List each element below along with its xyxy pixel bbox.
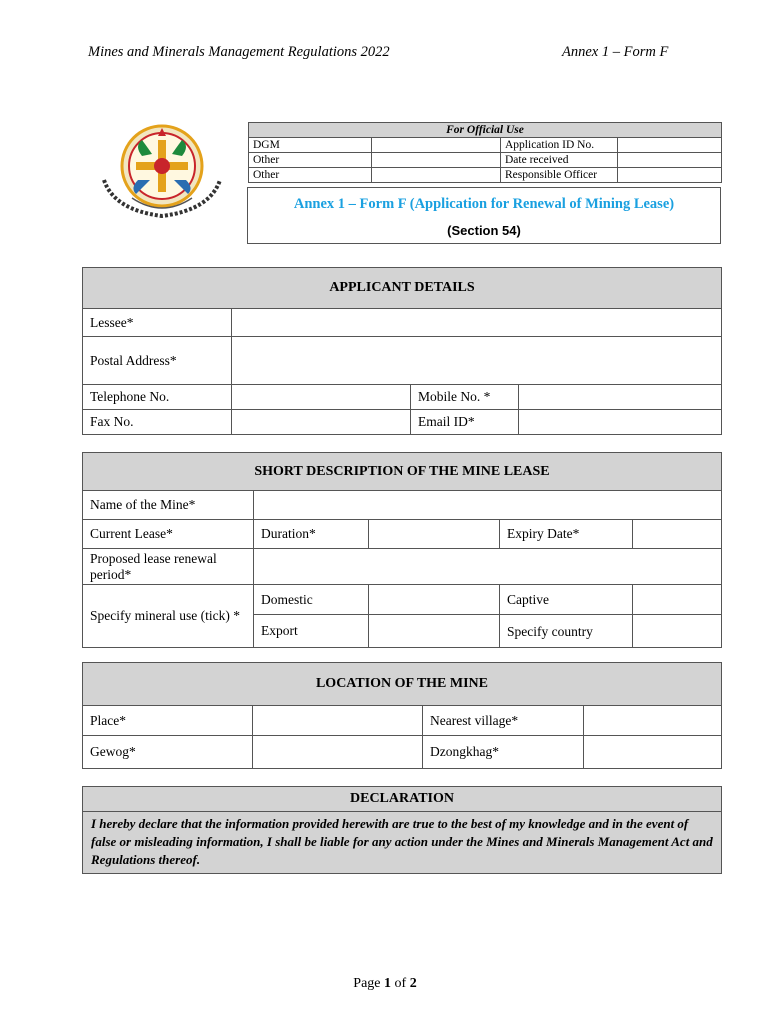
section-heading: APPLICANT DETAILS [83, 268, 722, 309]
official-use-table [248, 122, 722, 183]
official-use-field[interactable] [372, 138, 501, 153]
page-total: 2 [409, 976, 417, 991]
field-label: Proposed lease renewal period* [83, 549, 254, 585]
mobile-field[interactable] [519, 385, 722, 410]
page-word: Page [353, 976, 381, 991]
fax-field[interactable] [232, 410, 411, 435]
mine-name-field[interactable] [254, 491, 722, 520]
field-label: Export [254, 615, 369, 648]
field-label: Nearest village* [423, 706, 584, 736]
dzongkhag-field[interactable] [584, 736, 722, 769]
official-use-label: Other [249, 153, 372, 168]
field-label: Mobile No. * [411, 385, 519, 410]
field-label: Place* [83, 706, 253, 736]
table-row [249, 138, 722, 153]
field-label: Expiry Date* [500, 520, 633, 549]
email-field[interactable] [519, 410, 722, 435]
official-use-field[interactable] [372, 153, 501, 168]
location-table [82, 662, 722, 769]
section-heading: SHORT DESCRIPTION OF THE MINE LEASE [83, 453, 722, 491]
page-footer [0, 976, 770, 992]
header-annex-label: Annex 1 – Form F [562, 44, 669, 60]
official-use-label: Responsible Officer [501, 168, 618, 183]
official-use-title: For Official Use [249, 123, 722, 138]
place-field[interactable] [253, 706, 423, 736]
official-use-label: Other [249, 168, 372, 183]
export-checkbox[interactable] [369, 615, 500, 648]
expiry-date-field[interactable] [633, 520, 722, 549]
of-word: of [394, 976, 407, 991]
field-label: Current Lease* [83, 520, 254, 549]
official-use-label: Application ID No. [501, 138, 618, 153]
captive-checkbox[interactable] [633, 585, 722, 615]
field-label: Postal Address* [83, 337, 232, 385]
field-label: Dzongkhag* [423, 736, 584, 769]
form-section: (Section 54) [447, 223, 521, 238]
header-regulation-title: Mines and Minerals Management Regulations 2022 [88, 44, 390, 60]
field-label: Domestic [254, 585, 369, 615]
duration-field[interactable] [369, 520, 500, 549]
specify-country-field[interactable] [633, 615, 722, 648]
field-label: Name of the Mine* [83, 491, 254, 520]
official-use-field[interactable] [372, 168, 501, 183]
official-use-label: Date received [501, 153, 618, 168]
field-label: Email ID* [411, 410, 519, 435]
renewal-period-field[interactable] [254, 549, 722, 585]
declaration-box [82, 786, 722, 874]
domestic-checkbox[interactable] [369, 585, 500, 615]
declaration-text: I hereby declare that the information provided herewith are true to the best of my knowledge and in the event of false or misleading information, I shall be liable for any action under the Mines and Minerals Management Act and Regulations thereof. [91, 816, 713, 867]
section-heading: LOCATION OF THE MINE [83, 663, 722, 706]
table-row [249, 168, 722, 183]
applicant-details-table [82, 267, 722, 435]
declaration-heading: DECLARATION [83, 787, 721, 812]
official-use-field[interactable] [618, 153, 722, 168]
field-label: Specify mineral use (tick) * [83, 585, 254, 648]
field-label: Duration* [254, 520, 369, 549]
mine-lease-table [82, 452, 722, 648]
nearest-village-field[interactable] [584, 706, 722, 736]
page-number: 1 [384, 976, 392, 991]
table-row [249, 153, 722, 168]
field-label: Captive [500, 585, 633, 615]
field-label: Gewog* [83, 736, 253, 769]
field-label: Fax No. [83, 410, 232, 435]
official-use-field[interactable] [618, 168, 722, 183]
field-label: Telephone No. [83, 385, 232, 410]
official-use-field[interactable] [618, 138, 722, 153]
telephone-field[interactable] [232, 385, 411, 410]
form-title-box [247, 187, 721, 244]
field-label: Specify country [500, 615, 633, 648]
postal-address-field[interactable] [232, 337, 722, 385]
royal-emblem [92, 118, 242, 228]
gewog-field[interactable] [253, 736, 423, 769]
official-use-label: DGM [249, 138, 372, 153]
form-title: Annex 1 – Form F (Application for Renewal of Mining Lease) [293, 196, 675, 212]
lessee-field[interactable] [232, 309, 722, 337]
field-label: Lessee* [83, 309, 232, 337]
